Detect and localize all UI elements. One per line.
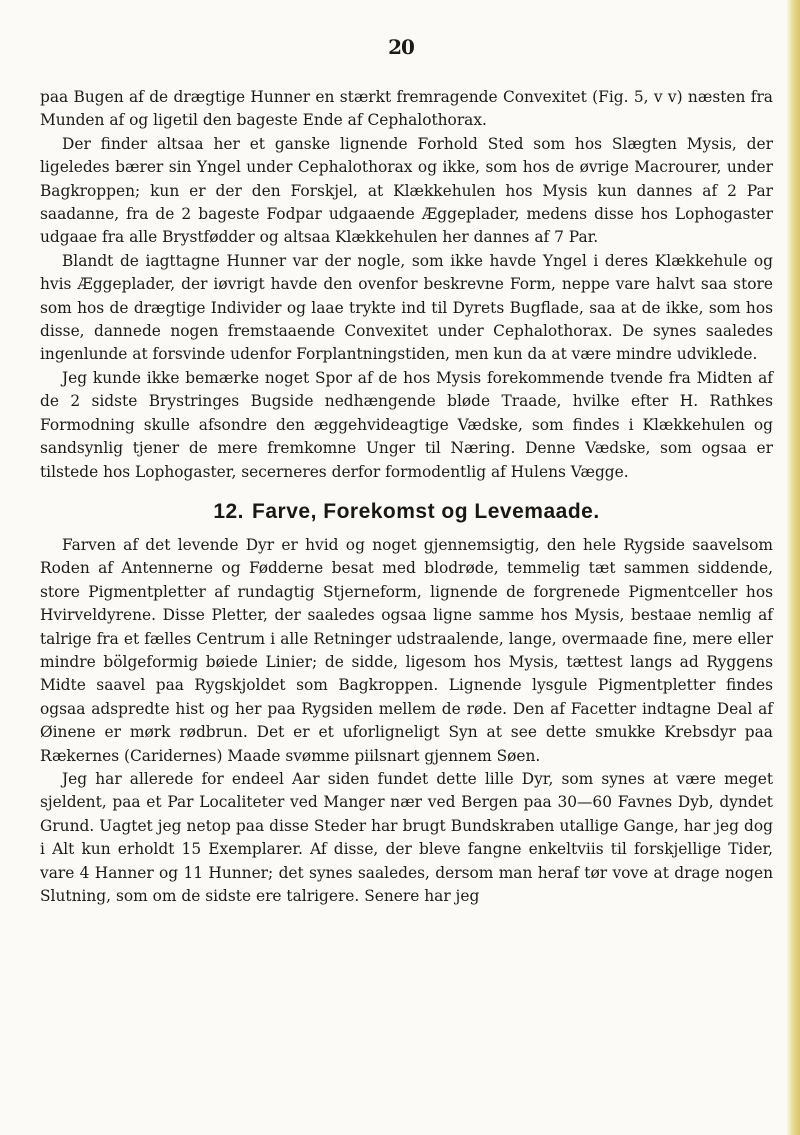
section-heading xyxy=(40,499,773,525)
section-title: Farve, Forekomst og Levemaade. xyxy=(252,499,600,523)
paragraph: Der finder altsaa her et ganske lignende Forhold Sted som hos Slægten Mysis, der ligeledes bærer sin Yngel under Cephalothorax og ikke, som hos de øvrige Macrourer, under Bagkroppen; kun er der den Forskjel, at Klækkehulen hos Mysis kun dannes af 2 Par saadanne, fra de 2 bageste Fodpar udgaaende Æggeplader, medens disse hos Lophogaster udgaae fra alle Brystfødder og altsaa Klækkehulen her dannes af 7 Par. xyxy=(40,134,773,247)
page-number: 20 xyxy=(388,35,414,59)
page-edge-shadow xyxy=(786,0,800,1135)
paragraph: paa Bugen af de drægtige Hunner en stærkt fremragende Convexitet (Fig. 5, v v) næsten fra Munden af og ligetil den bageste Ende af Cephalothorax. xyxy=(40,88,773,130)
paragraph: Jeg kunde ikke bemærke noget Spor af de hos Mysis forekommende tvende fra Midten af de 2 sidste Brystringes Bugside nedhængende bløde Traade, hvilke efter H. Rathkes Formodning skulle afsondre den æggehvideagtige Vædske, som findes i Klækkehulen og sandsynlig tjener de mere fremkomne Unger til Næring. Denne Vædske, som ogsaa er tilstede hos Lophogaster, secerneres derfor formodentlig af Hulens Vægge. xyxy=(40,368,773,481)
section-number: 12. xyxy=(213,499,245,523)
body-text xyxy=(40,86,773,908)
paragraph: Blandt de iagttagne Hunner var der nogle, som ikke havde Yngel i deres Klækkehule og hvis Æggeplader, der iøvrigt havde den ovenfor beskrevne Form, neppe vare halvt saa store som hos de drægtige Individer og laae trykte ind til Dyrets Bugflade, saa at de ikke, som hos disse, dannede nogen fremstaaende Convexitet under Cephalothorax. De synes saaledes ingenlunde at forsvinde udenfor Forplantningstiden, men kun da at være mindre udviklede. xyxy=(40,251,773,364)
paragraph: Jeg har allerede for endeel Aar siden fundet dette lille Dyr, som synes at være meget sjeldent, paa et Par Localiteter ved Manger nær ved Bergen paa 30—60 Favnes Dyb, dyndet Grund. Uagtet jeg netop paa disse Steder har brugt Bundskraben utallige Gange, har jeg dog i Alt kun erholdt 15 Exemplarer. Af disse, der bleve fangne enkeltviis til forskjellige Tider, vare 4 Hanner og 11 Hunner; det synes saaledes, dersom man heraf tør vove at drage nogen Slutning, som om de sidste ere talrigere. Senere har jeg xyxy=(40,769,773,905)
paragraph: Farven af det levende Dyr er hvid og noget gjennemsigtig, den hele Rygside saavelsom Roden af Antennerne og Fødderne besat med blodrøde, temmelig tæt sammen siddende, store Pigmentpletter af rundagtig Stjerneform, lignende de forgrenede Pigmentceller hos Hvirveldyrene. Disse Pletter, der saaledes ogsaa ligne samme hos Mysis, bestaae nemlig af talrige fra et fælles Centrum i alle Retninger udstraalende, lange, overmaade fine, mere eller mindre bölgeformig bøiede Linier; de sidde, ligesom hos Mysis, tættest langs ad Ryggens Midte saavel paa Rygskjoldet som Bagkroppen. Lignende lysgule Pigmentpletter findes ogsaa adspredte hist og her paa Rygsiden mellem de røde. Den af Facetter indtagne Deal af Øinene er mørk rødbrun. Det er et uforligneligt Syn at see dette smukke Krebsdyr paa Rækernes (Caridernes) Maade svømme piilsnart gjennem Søen. xyxy=(40,535,773,765)
